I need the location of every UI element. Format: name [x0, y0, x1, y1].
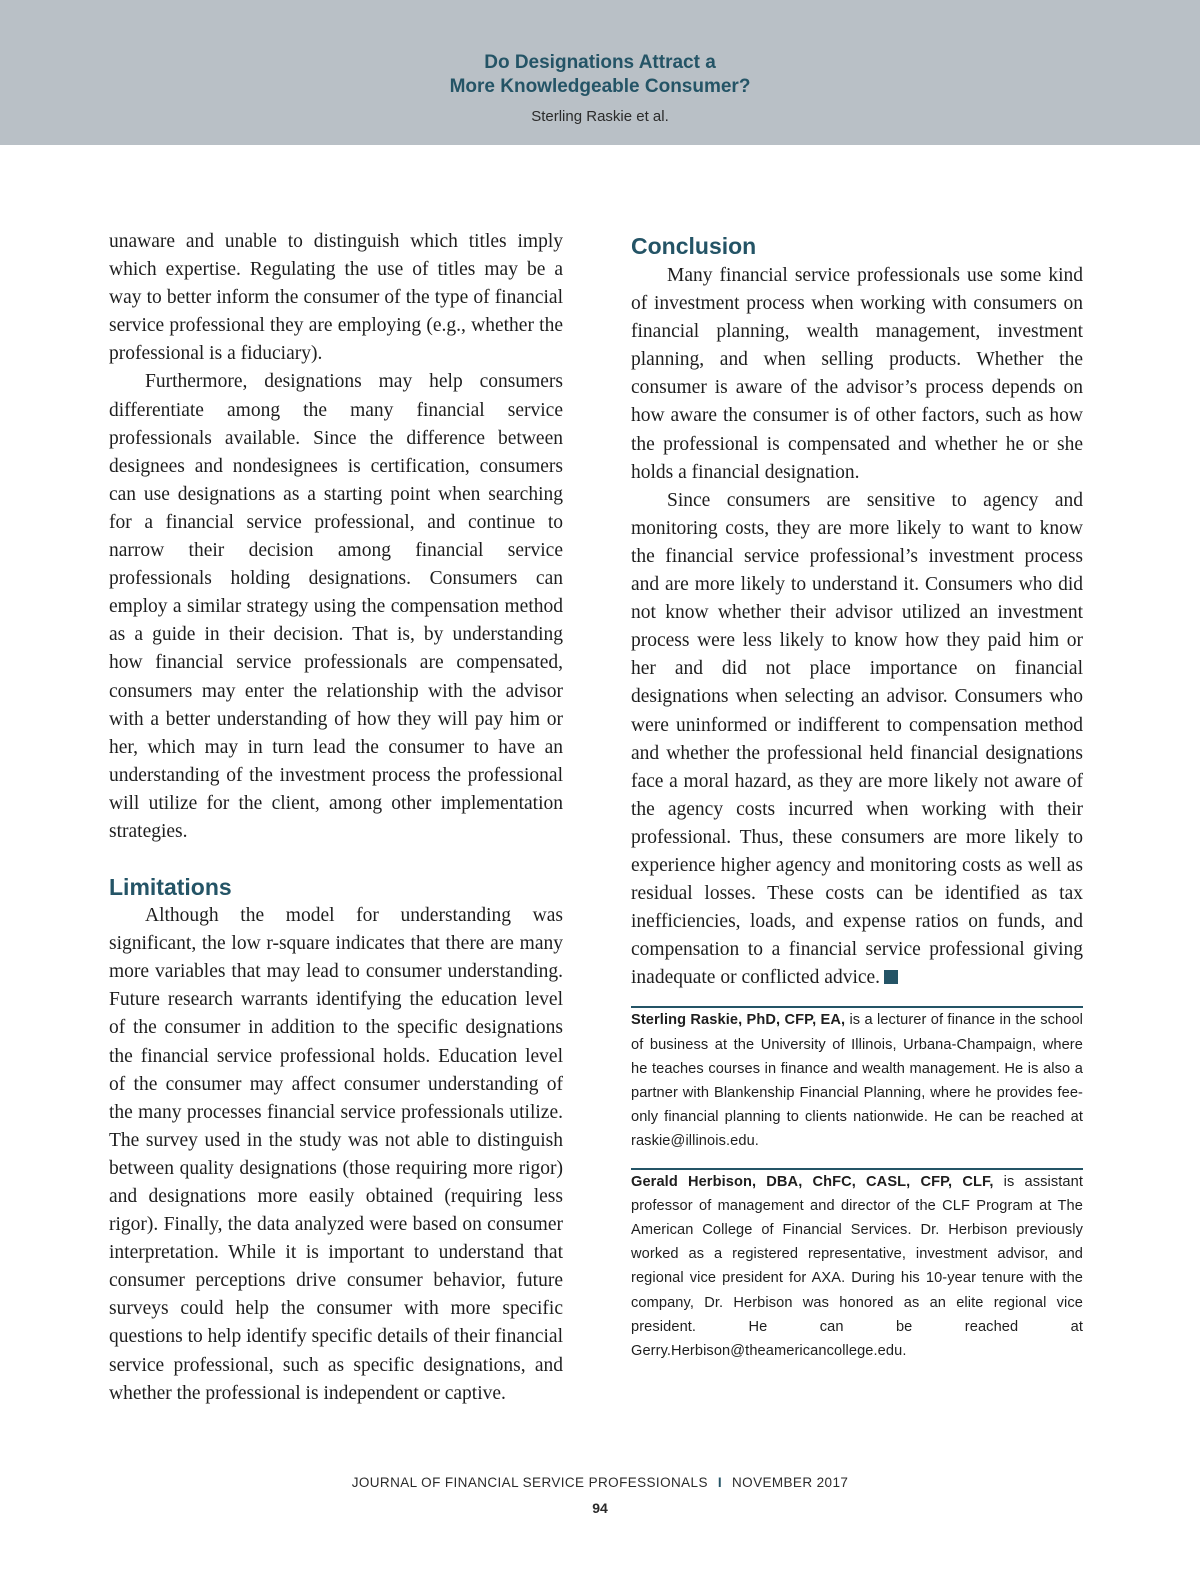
body-paragraph-continued: unaware and unable to distinguish which titles imply which expertise. Regulating the use of titles may be a way to better inform the consumer of the type of financial service professional they are employing (e.g., whether the professional is a fiduciary). — [109, 231, 563, 365]
page-number: 94 — [592, 1500, 608, 1516]
article-title — [0, 51, 1200, 99]
body-paragraph-furthermore: Furthermore, designations may help consumers differentiate among the many financial service professionals available. Since the difference between designees and nondesignees is certification, consumers can use designations as a starting point when searching for a financial service professional, and continue to narrow their decision among financial service professionals holding designations. Consumers can employ a similar strategy using the compensation method as a guide in their decision. That is, by understanding how financial service professionals are compensated, consumers may enter the relationship with the advisor with a better understanding of how they will pay him or her, which may in turn lead the consumer to have an understanding of the investment process the professional will utilize for the client, among other implementation strategies. — [109, 371, 563, 842]
end-of-article-square-icon — [884, 970, 898, 984]
article-title-line-2: More Knowledgeable Consumer? — [449, 76, 751, 97]
limitations-heading: Limitations — [109, 874, 232, 901]
author-bio-text: is a lecturer of finance in the school of business at the University of Illinois, Urbana-Champaign, where he teaches courses in finance and wealth management. He is also a partner with Blankenship Financial Planning, where he provides fee-only financial planning to clients nationwide. He can be reached at raskie@illinois.edu. — [631, 1012, 1083, 1150]
footer-journal-name: JOURNAL OF FINANCIAL SERVICE PROFESSIONALS — [351, 1475, 708, 1490]
author-bio-raskie — [631, 1008, 1083, 1153]
right-column — [631, 228, 1083, 1363]
conclusion-heading: Conclusion — [631, 233, 757, 259]
article-authors: Sterling Raskie et al. — [531, 108, 669, 125]
author-bio-herbison — [631, 1170, 1083, 1364]
limitations-paragraph: Although the model for understanding was significant, the low r-square indicates that there are many more variables that may lead to consumer understanding. Future research warrants identifying the education level of the consumer in addition to the specific designations the financial service professional holds. Education level of the consumer may affect consumer understanding of the many processes financial service professionals utilize. The survey used in the study was not able to distinguish between quality designations (those requiring more rigor) and designations more easily obtained (requiring less rigor). Finally, the data analyzed were based on consumer interpretation. While it is important to understand that consumer perceptions drive consumer behavior, future surveys could help the consumer with more specific questions to help identify specific details of their financial service professional, such as specific designations, and whether the professional is independent or captive. — [109, 905, 563, 1404]
conclusion-paragraph-2-text: Since consumers are sensitive to agency and monitoring costs, they are more likely to want to know the financial service professional’s investment process and are more likely to understand it. Consumers who did not know whether their advisor utilized an investment process were less likely to know how they paid him or her and did not place importance on financial designations when selecting an advisor. Consumers who were uninformed or indifferent to compensation method and whether the professional held financial designations face a moral hazard, as they are more likely not aware of the agency costs incurred when working with their professional. Thus, these consumers are more likely to experience higher agency and monitoring costs as well as residual losses. These costs can be identified as tax inefficiencies, loads, and expense ratios on funds, and compensation to a financial service professional giving inadequate or conflicted advice. — [631, 489, 1083, 989]
author-bio-name: Gerald Herbison, DBA, ChFC, CASL, CFP, CLF, — [631, 1173, 994, 1190]
footer-journal-line — [0, 1475, 1200, 1490]
left-column — [109, 228, 563, 1408]
footer-separator: I — [717, 1475, 723, 1490]
article-title-line-1: Do Designations Attract a — [484, 52, 716, 73]
conclusion-paragraph-1: Many financial service professionals use some kind of investment process when working with consumers on financial planning, wealth management, investment planning, and when selling products. Whether the consumer is aware of the advisor’s process depends on how aware the consumer is of other factors, such as how the professional is compensated and whether he or she holds a financial designation. — [631, 265, 1083, 483]
footer-date: NOVEMBER 2017 — [732, 1475, 849, 1490]
conclusion-paragraph-2 — [631, 487, 1083, 993]
author-bio-text: is assistant professor of management and director of the CLF Program at The American College of Financial Services. Dr. Herbison previously worked as a registered representative, investment advisor, and regional vice president for AXA. During his 10-year tenure with the company, Dr. Herbison was honored as an elite regional vice president. He can be reached at Gerry.Herbison@theamericancollege.edu. — [631, 1173, 1084, 1360]
author-bio-name: Sterling Raskie, PhD, CFP, EA, — [631, 1012, 846, 1029]
